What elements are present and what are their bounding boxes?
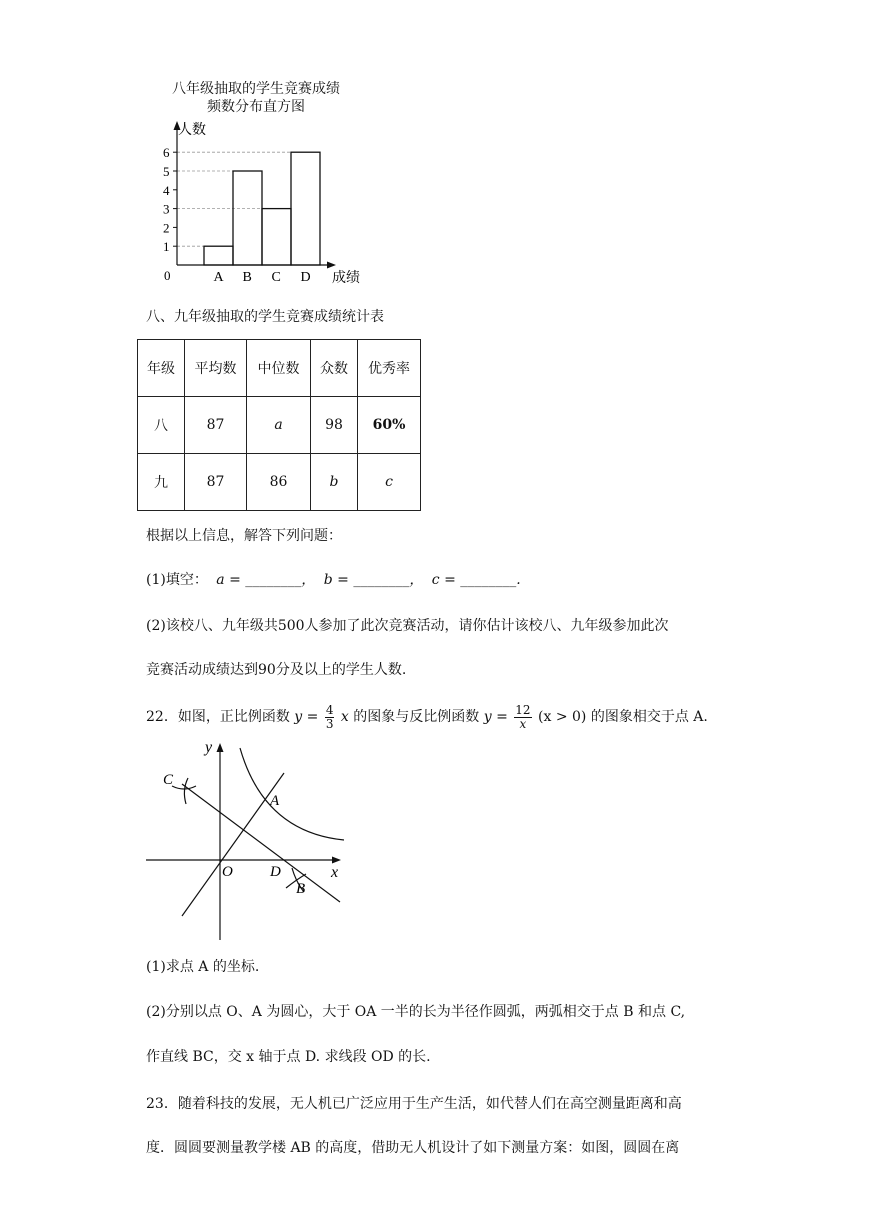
table-header-cell: 优秀率 [358,340,421,397]
histogram-bar-A [204,246,233,265]
histogram-x-ticks [214,270,311,285]
table-header-cell: 年级 [138,340,185,397]
p22-condition: (x > 0) [538,709,587,725]
table-cell: a [247,397,311,454]
p22-y2: y = [483,709,508,725]
table-cell: 87 [185,454,247,511]
label-y: y [205,740,213,756]
p22-question-1: (1)求点 A 的坐标. [146,959,260,975]
histogram-origin: 0 [164,268,171,283]
fig-y-arrow [217,743,224,752]
label-d: D [270,864,281,880]
histogram-grid [177,152,291,246]
histogram-x-tick-label: D [300,270,311,285]
fraction-denominator: 3 [325,716,334,731]
histogram-y-tick-label: 3 [163,201,170,217]
line-bc [182,784,340,902]
fraction-numerator: 4 [325,702,334,717]
table-cell: 九 [138,454,185,511]
histogram-y-ticks [163,145,177,254]
label-b: B [296,881,306,897]
blank-c: c = ________. [431,572,521,588]
x-axis-arrow [327,262,336,269]
table-header-row [138,340,421,397]
histogram-x-tick-label: A [213,270,224,285]
table-cell: c [358,454,421,511]
hyperbola-curve [240,748,344,840]
fraction-4-3 [325,704,335,731]
fraction-12-x [514,704,531,731]
label-x: x [331,864,339,881]
p22-y1: y = [294,709,319,725]
table-header-cell: 众数 [311,340,358,397]
p22-question-2-line1: (2)分别以点 O、A 为圆心，大于 OA 一半的长为半径作圆弧，两弧相交于点 B 和点 C, [146,1004,686,1020]
histogram-title-line2: 频数分布直方图 [207,99,305,115]
histogram-bar-C [262,209,291,265]
p22-x1: x [340,709,349,725]
histogram-x-tick-label: C [271,270,281,285]
table-caption: 八、九年级抽取的学生竞赛成绩统计表 [146,309,384,325]
histogram-y-tick-label: 1 [163,239,170,255]
histogram-y-tick-label: 6 [163,145,170,161]
table-cell: b [311,454,358,511]
histogram-y-tick-label: 5 [163,164,170,179]
table-cell: 八 [138,397,185,454]
arc-mark-c1 [172,786,196,789]
question-1-label: (1)填空： [146,572,208,588]
histogram-ylabel: 人数 [178,123,206,138]
coordinate-figure [144,740,349,945]
p22-text-a: 22．如图，正比例函数 [146,709,290,725]
histogram-title-line1: 八年级抽取的学生竞赛成绩 [172,81,340,97]
label-o: O [222,864,233,880]
table-row [138,397,421,454]
p22-question-2-line2: 作直线 BC，交 x 轴于点 D. 求线段 OD 的长. [146,1049,431,1065]
line-oa [182,773,284,916]
table-cell: 87 [185,397,247,454]
problem-22-statement [146,700,708,734]
p23-line1: 23．随着科技的发展，无人机已广泛应用于生产生活，如代替人们在高空测量距离和高 [146,1096,682,1112]
table-cell: 98 [311,397,358,454]
table-header-cell: 平均数 [185,340,247,397]
arc-mark-c2 [184,778,188,804]
question-2-line1: (2)该校八、九年级共500人参加了此次竞赛活动，请你估计该校八、九年级参加此次 [146,618,669,634]
histogram-chart [150,118,380,290]
fraction-denominator: x [519,716,527,731]
question-1 [146,570,521,590]
histogram-bars [204,152,320,265]
p22-text-b: 的图象与反比例函数 [353,709,480,725]
table-row [138,454,421,511]
blank-a: a = ________， [216,572,316,588]
histogram-y-tick-label: 2 [163,220,170,236]
stats-table [137,339,421,511]
label-a: A [270,793,280,809]
fig-x-arrow [332,857,341,864]
fraction-numerator: 12 [515,702,531,717]
p23-line2: 度．圆圆要测量教学楼 AB 的高度，借助无人机设计了如下测量方案：如图，圆圆在离 [146,1140,680,1156]
question-2-line2: 竞赛活动成绩达到90分及以上的学生人数. [146,662,407,678]
table-cell: 60% [358,397,421,454]
table-header-cell: 中位数 [247,340,311,397]
histogram-y-tick-label: 4 [163,182,170,198]
histogram-xlabel: 成绩 [332,271,360,286]
p22-text-c: 的图象相交于点 A. [590,709,708,725]
histogram-bar-D [291,152,320,265]
table-cell: 86 [247,454,311,511]
intro-text: 根据以上信息，解答下列问题： [146,528,342,544]
label-c: C [163,772,174,788]
histogram-x-tick-label: B [242,270,252,285]
blank-b: b = ________， [323,572,424,588]
histogram-bar-B [233,171,262,265]
